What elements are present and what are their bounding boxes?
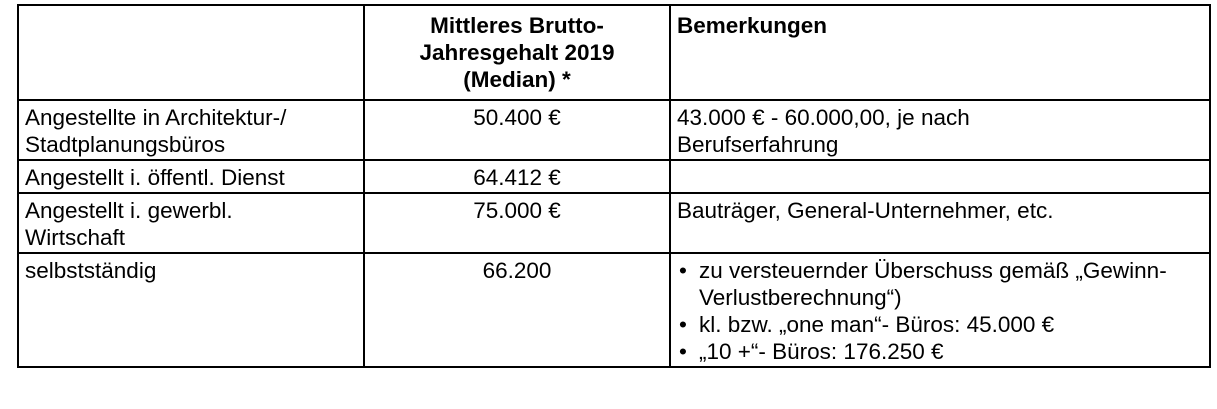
header-salary-line: Jahresgehalt 2019 (419, 40, 615, 65)
header-salary (364, 5, 670, 100)
row-label (18, 160, 364, 193)
remark-bullet-text: kl. bzw. „one man“- Büros: 45.000 € (699, 312, 1055, 337)
header-salary-line: (Median) * (463, 67, 571, 92)
row-label-line: selbstständig (25, 258, 157, 283)
row-label (18, 193, 364, 253)
row-label-line: Angestellt i. gewerbl. (25, 198, 233, 223)
row-remark (670, 193, 1210, 253)
row-label (18, 253, 364, 367)
header-salary-line: Mittleres Brutto- (430, 13, 604, 38)
table-header-row (18, 5, 1210, 100)
bullet-icon: • (679, 258, 687, 283)
salary-table (17, 4, 1211, 368)
row-label (18, 100, 364, 160)
row-remark (670, 160, 1210, 193)
row-remark-line: 43.000 € - 60.000,00, je nach (677, 105, 970, 130)
row-salary: 66.200 (364, 253, 670, 367)
remark-bullet-text: zu versteuernder Überschuss gemäß „Gewinn-Verlustberechnung“) (699, 258, 1167, 310)
remark-bullet-list (677, 257, 1203, 365)
row-label-line: Angestellte in Architektur-/ (25, 105, 287, 130)
bullet-icon: • (679, 312, 687, 337)
row-salary: 50.400 € (364, 100, 670, 160)
remark-bullet-item (677, 311, 1203, 338)
row-remark (670, 100, 1210, 160)
table-row (18, 160, 1210, 193)
table-row (18, 100, 1210, 160)
row-remark-line: Bauträger, General-Unternehmer, etc. (677, 198, 1054, 223)
row-remark-line: Berufserfahrung (677, 132, 839, 157)
row-remark (670, 253, 1210, 367)
row-salary: 64.412 € (364, 160, 670, 193)
remark-bullet-item (677, 338, 1203, 365)
row-label-line: Angestellt i. öffentl. Dienst (25, 165, 285, 190)
row-salary: 75.000 € (364, 193, 670, 253)
remark-bullet-item (677, 257, 1203, 311)
header-remarks: Bemerkungen (670, 5, 1210, 100)
remark-bullet-text: „10 +“- Büros: 176.250 € (699, 339, 944, 364)
header-empty-cell (18, 5, 364, 100)
row-label-line: Wirtschaft (25, 225, 126, 250)
row-label-line: Stadtplanungsbüros (25, 132, 226, 157)
bullet-icon: • (679, 339, 687, 364)
table-row (18, 253, 1210, 367)
table-row (18, 193, 1210, 253)
